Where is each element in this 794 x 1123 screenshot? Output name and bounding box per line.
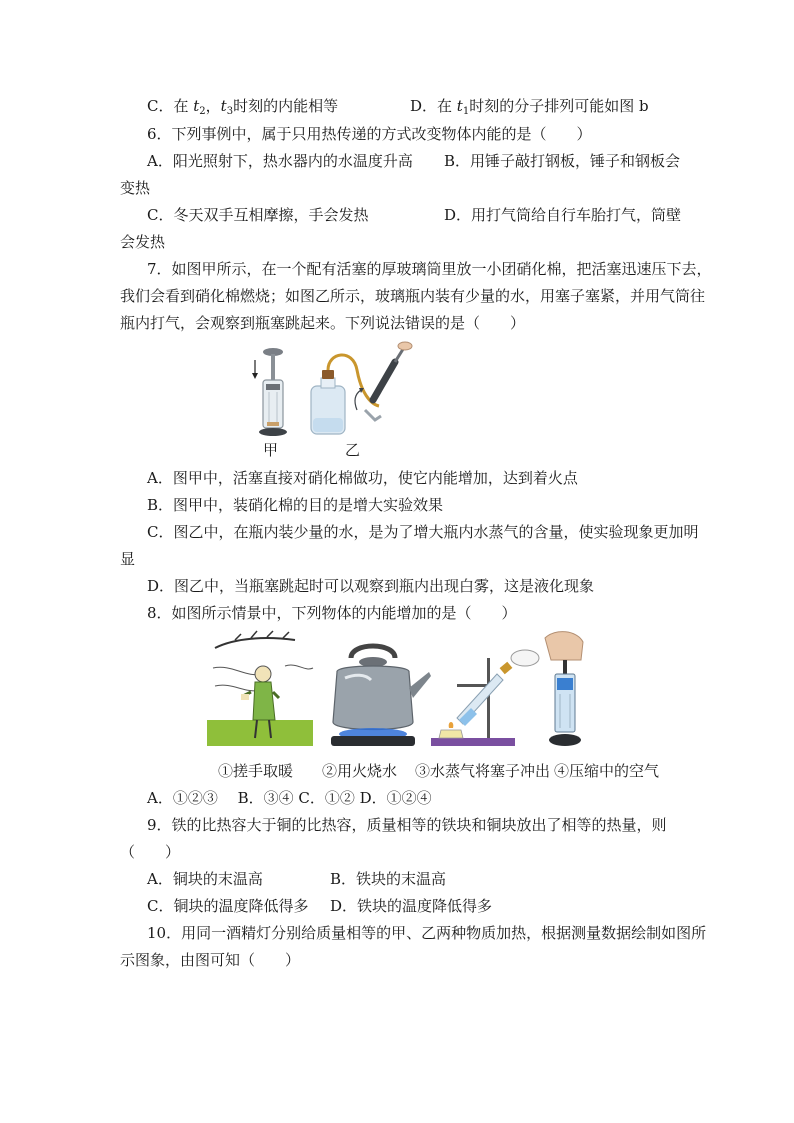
q7-option-c-line1[interactable]: C．图乙中，在瓶内装少量的水，是为了增大瓶内水蒸气的含量，使实验现象更加明 — [147, 523, 699, 541]
q9-option-a[interactable]: A．铜块的末温高 — [147, 870, 263, 888]
q7-option-d[interactable]: D．图乙中，当瓶塞跳起时可以观察到瓶内出现白雾，这是液化现象 — [147, 577, 595, 595]
q7-fig-label-yi: 乙 — [345, 441, 361, 459]
q6-stem: 6．下列事例中，属于只用热传递的方式改变物体内能的是（ ） — [147, 125, 592, 143]
q8-options[interactable]: A．①②③ B．③④ C．①② D．①②④ — [147, 789, 432, 807]
q6-option-b-line2: 变热 — [120, 179, 151, 197]
q8-caption-4: ④压缩中的空气 — [554, 762, 660, 780]
fire-syringe-illustration — [252, 348, 287, 436]
q6-option-a[interactable]: A．阳光照射下，热水器内的水温度升高 — [147, 152, 413, 170]
q9-option-b[interactable]: B．铁块的末温高 — [330, 870, 447, 888]
q7-fig-label-jia: 甲 — [263, 441, 279, 459]
q8-caption-3: ③水蒸气将塞子冲出 — [415, 762, 551, 780]
q7-option-a[interactable]: A．图甲中，活塞直接对硝化棉做功，使它内能增加，达到着火点 — [147, 469, 578, 487]
q5-option-c[interactable]: C．在 $t_2$，$t_3$时刻的内能相等 — [147, 97, 339, 117]
q9-stem-line2: （ ） — [120, 843, 181, 861]
rubbing-hands-illustration — [207, 631, 313, 746]
q6-option-d-line2: 会发热 — [120, 233, 166, 251]
q7-stem-line1: 7．如图甲所示，在一个配有活塞的厚玻璃筒里放一小团硝化棉，把活塞迅速压下去， — [147, 260, 712, 278]
q7-stem-line2: 我们会看到硝化棉燃烧；如图乙所示，玻璃瓶内装有少量的水，用塞子塞紧，并用气筒往 — [120, 287, 706, 305]
q8-figure — [205, 628, 610, 752]
q10-stem-line1: 10．用同一酒精灯分别给质量相等的甲、乙两种物质加热，根据测量数据绘制如图所 — [147, 924, 707, 942]
q10-stem-line2: 示图象，由图可知（ ） — [120, 951, 301, 969]
q7-option-c-line2: 显 — [120, 550, 136, 568]
q8-caption-2: ②用火烧水 — [322, 762, 398, 780]
steam-stopper-illustration — [431, 650, 539, 746]
q6-option-d-line1[interactable]: D．用打气筒给自行车胎打气，筒壁 — [444, 206, 682, 224]
q9-option-c[interactable]: C．铜块的温度降低得多 — [147, 897, 309, 915]
q6-option-c[interactable]: C．冬天双手互相摩擦，手会发热 — [147, 206, 369, 224]
q9-stem-line1: 9．铁的比热容大于铜的比热容，质量相等的铁块和铜块放出了相等的热量，则 — [147, 816, 667, 834]
q6-option-b-line1[interactable]: B．用锤子敲打钢板，锤子和钢板会 — [444, 152, 681, 170]
q5-option-d[interactable]: D．在 $t_1$时刻的分子排列可能如图 b — [410, 97, 649, 117]
q9-option-d[interactable]: D．铁块的温度降低得多 — [330, 897, 493, 915]
q7-stem-line3: 瓶内打气，会观察到瓶塞跳起来。下列说法错误的是（ ） — [120, 314, 526, 332]
compressed-air-illustration — [545, 632, 583, 746]
q8-caption-1: ①搓手取暖 — [218, 762, 294, 780]
kettle-on-fire-illustration — [331, 646, 431, 746]
q8-stem: 8．如图所示情景中，下列物体的内能增加的是（ ） — [147, 604, 517, 622]
bottle-pump-illustration — [311, 342, 412, 434]
q7-option-b[interactable]: B．图甲中，装硝化棉的目的是增大实验效果 — [147, 496, 444, 514]
